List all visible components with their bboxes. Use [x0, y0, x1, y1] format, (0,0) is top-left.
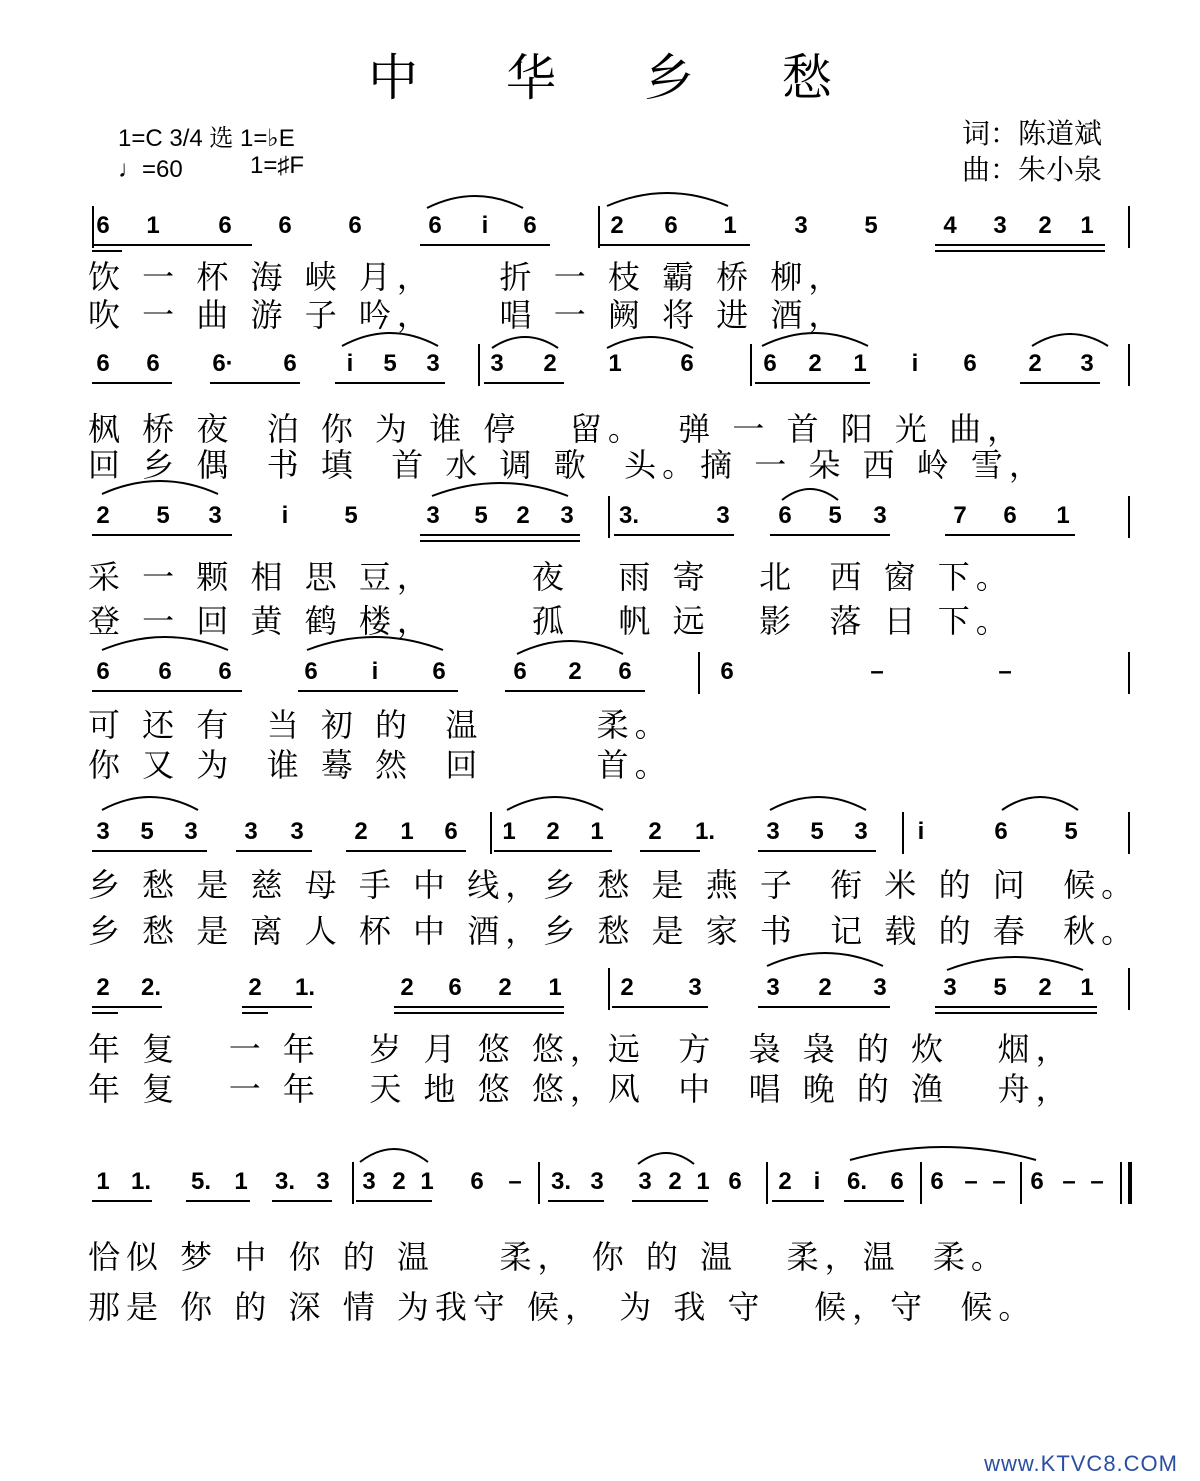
note: 6	[763, 350, 777, 377]
triplet-slur	[100, 790, 200, 812]
note: 3	[560, 502, 574, 529]
slur	[945, 950, 1085, 972]
note: 2	[498, 974, 512, 1001]
note: 3.	[618, 502, 639, 529]
tie	[848, 1140, 1038, 1162]
note: 6·	[212, 350, 234, 377]
note: –	[998, 658, 1012, 685]
note: 3	[993, 212, 1007, 239]
note: 2	[248, 974, 262, 1001]
triplet-slur	[765, 946, 885, 968]
beam	[772, 1200, 824, 1202]
lyric-line-7b: 那是 你 的 深 情 为我守 候， 为 我 守 候，守 候。	[88, 1288, 1037, 1326]
note: 6	[283, 350, 297, 377]
barline	[608, 968, 610, 1010]
note: 6	[963, 350, 977, 377]
note: 1	[502, 818, 516, 845]
note: 3	[638, 1168, 652, 1195]
beam	[935, 1012, 1097, 1014]
beam	[632, 1200, 708, 1202]
note: 4	[943, 212, 957, 239]
beam	[755, 382, 870, 384]
note: 6	[890, 1168, 904, 1195]
watermark-logo: www.KTVC8.COM	[984, 1451, 1178, 1476]
note: 6	[1003, 502, 1017, 529]
composer-credit: 曲：朱小泉	[962, 153, 1103, 186]
barline	[1128, 652, 1130, 694]
note: 2	[668, 1168, 682, 1195]
beam	[186, 1200, 250, 1202]
note: 6	[158, 658, 172, 685]
triplet-slur	[100, 630, 230, 652]
note: 5	[864, 212, 878, 239]
note: 5	[474, 502, 488, 529]
beam	[92, 534, 232, 536]
beam	[770, 534, 890, 536]
note: 2	[392, 1168, 406, 1195]
lyricist-credit: 词：陈道斌	[962, 117, 1103, 150]
note: 6.	[846, 1168, 867, 1195]
note: 1	[420, 1168, 434, 1195]
note: 3	[688, 974, 702, 1001]
note: 6	[720, 658, 734, 685]
note: –	[1062, 1168, 1076, 1195]
triplet-slur	[505, 790, 605, 812]
note: 3	[316, 1168, 330, 1195]
final-barline	[1128, 1162, 1132, 1204]
note: 1	[723, 212, 737, 239]
note: –	[964, 1168, 978, 1195]
barline	[478, 344, 480, 386]
note: 3	[716, 502, 730, 529]
triplet-slur	[760, 326, 870, 348]
note: 2	[354, 818, 368, 845]
lyric-line-6b: 年 复 一 年 天 地 悠 悠，风 中 唱 晚 的 渔 舟，	[88, 1070, 1074, 1108]
note: i	[813, 1168, 821, 1195]
note: 6	[523, 212, 537, 239]
note: 2	[546, 818, 560, 845]
note: 6	[728, 1168, 742, 1195]
note: 2	[96, 974, 110, 1001]
lyric-line-1b: 吹 一 曲 游 子 吟， 唱 一 阙 将 进 酒，	[88, 296, 847, 334]
note: 1	[400, 818, 414, 845]
note: 2	[648, 818, 662, 845]
beam	[272, 1200, 332, 1202]
beam	[242, 1012, 268, 1014]
note: 6	[618, 658, 632, 685]
note: i	[481, 212, 489, 239]
note: 1.	[694, 818, 715, 845]
note: 6	[1030, 1168, 1044, 1195]
barline	[766, 1162, 768, 1204]
note: 3	[490, 350, 504, 377]
beam	[758, 1006, 890, 1008]
beam	[298, 690, 458, 692]
note: 1	[96, 1168, 110, 1195]
beam	[356, 1200, 432, 1202]
lyric-line-3a: 采 一 颗 相 思 豆， 夜 雨 寄 北 西 窗 下。	[88, 558, 1014, 596]
beam	[92, 850, 207, 852]
note: 6	[930, 1168, 944, 1195]
beam	[92, 382, 172, 384]
note: 6	[664, 212, 678, 239]
note: 6	[778, 502, 792, 529]
beam	[346, 850, 466, 852]
note: 1	[234, 1168, 248, 1195]
note: 3.	[274, 1168, 295, 1195]
note: 6	[432, 658, 446, 685]
note: 1	[1080, 974, 1094, 1001]
beam	[420, 244, 550, 246]
note: –	[508, 1168, 522, 1195]
note: 1	[853, 350, 867, 377]
alternate-key: 1=♯F	[250, 152, 305, 179]
lyric-line-3b: 登 一 回 黄 鹤 楼， 孤 帆 远 影 落 日 下。	[88, 602, 1014, 640]
note: 1	[696, 1168, 710, 1195]
note: –	[870, 658, 884, 685]
beam	[394, 1012, 564, 1014]
note: 3	[426, 502, 440, 529]
note: i	[281, 502, 289, 529]
triplet-slur	[768, 790, 868, 812]
beam	[935, 1006, 1097, 1008]
barline	[698, 652, 700, 694]
barline	[538, 1162, 540, 1204]
note: 5	[828, 502, 842, 529]
note: 6	[444, 818, 458, 845]
slur	[430, 476, 570, 498]
note: 3	[873, 502, 887, 529]
note: 2	[1038, 212, 1052, 239]
note: 5	[993, 974, 1007, 1001]
beam	[92, 1006, 162, 1008]
beam	[844, 1200, 904, 1202]
beam	[210, 382, 300, 384]
note: 5.	[190, 1168, 211, 1195]
note: 2	[1038, 974, 1052, 1001]
note: 5	[1064, 818, 1078, 845]
note: 6	[304, 658, 318, 685]
note: 5	[383, 350, 397, 377]
beam	[548, 1200, 604, 1202]
beam	[484, 382, 564, 384]
note: 3	[426, 350, 440, 377]
lyric-line-5b: 乡 愁 是 离 人 杯 中 酒，乡 愁 是 家 书 记 载 的 春 秋。	[88, 912, 1140, 950]
beam	[420, 534, 580, 536]
beam	[600, 244, 750, 246]
note: 2	[96, 502, 110, 529]
barline	[902, 812, 904, 854]
note: 6	[96, 212, 110, 239]
lyric-line-1a: 饮 一 杯 海 峡 月， 折 一 枝 霸 桥 柳，	[88, 258, 847, 296]
note: 6	[994, 818, 1008, 845]
slur	[636, 1146, 696, 1166]
note: 1	[1056, 502, 1070, 529]
note: 2	[543, 350, 557, 377]
slur	[780, 482, 840, 502]
beam	[612, 1006, 708, 1008]
note: 6	[680, 350, 694, 377]
beam	[92, 690, 242, 692]
note: –	[992, 1168, 1006, 1195]
note: 3	[96, 818, 110, 845]
slur	[490, 330, 560, 350]
note: 2	[568, 658, 582, 685]
beam	[92, 1012, 118, 1014]
beam	[394, 1006, 564, 1008]
note: 3	[590, 1168, 604, 1195]
note: 1	[548, 974, 562, 1001]
beam	[242, 1006, 312, 1008]
lyric-line-4a: 可 还 有 当 初 的 温 柔。	[88, 706, 673, 744]
tempo-marking: ♩=60	[118, 156, 183, 183]
note: 1.	[294, 974, 315, 1001]
lyric-line-5a: 乡 愁 是 慈 母 手 中 线，乡 愁 是 燕 子 衔 米 的 问 候。	[88, 866, 1140, 904]
note: 3	[208, 502, 222, 529]
note: 2	[610, 212, 624, 239]
note: i	[917, 818, 925, 845]
note: 3	[290, 818, 304, 845]
note: 6	[218, 658, 232, 685]
note: 1.	[130, 1168, 151, 1195]
note: 3	[766, 818, 780, 845]
lyric-line-2a: 枫 桥 夜 泊 你 为 谁 停 留。 弹 一 首 阳 光 曲，	[88, 410, 1026, 448]
note: 2	[516, 502, 530, 529]
note: i	[371, 658, 379, 685]
barline	[1128, 968, 1130, 1010]
triplet-slur	[358, 1142, 430, 1164]
note: 3	[766, 974, 780, 1001]
note: 6	[348, 212, 362, 239]
barline	[1128, 812, 1130, 854]
note: 1	[590, 818, 604, 845]
slur	[605, 330, 695, 350]
note: 2	[808, 350, 822, 377]
slur	[1000, 790, 1080, 812]
beam	[945, 534, 1075, 536]
beam	[494, 850, 612, 852]
note: 5	[344, 502, 358, 529]
note: 3	[854, 818, 868, 845]
key-signature: 1=C 3/4 选 1=♭E	[118, 125, 295, 152]
note: 6	[96, 658, 110, 685]
note: 3	[794, 212, 808, 239]
barline	[608, 496, 610, 538]
barline	[1128, 496, 1130, 538]
note: 6	[428, 212, 442, 239]
note: 1	[146, 212, 160, 239]
note: 2.	[140, 974, 161, 1001]
note: 6	[448, 974, 462, 1001]
note: 5	[810, 818, 824, 845]
note: 3	[873, 974, 887, 1001]
barline	[1128, 344, 1130, 386]
beam	[505, 690, 645, 692]
note: i	[346, 350, 354, 377]
note: 3	[1080, 350, 1094, 377]
note: 5	[140, 818, 154, 845]
note: 2	[818, 974, 832, 1001]
lyric-line-4b: 你 又 为 谁 蓦 然 回 首。	[88, 746, 673, 784]
note: 6	[513, 658, 527, 685]
note: 6	[278, 212, 292, 239]
slur	[515, 634, 625, 656]
beam	[935, 250, 1105, 252]
barline	[1128, 206, 1130, 248]
note: 6	[470, 1168, 484, 1195]
note: 6	[146, 350, 160, 377]
beam	[640, 850, 700, 852]
beam	[935, 244, 1105, 246]
beam	[758, 850, 876, 852]
note: –	[1090, 1168, 1104, 1195]
note: 3	[943, 974, 957, 1001]
beam	[420, 540, 580, 542]
note: 3.	[550, 1168, 571, 1195]
note: 1	[608, 350, 622, 377]
note: 2	[1028, 350, 1042, 377]
triplet-slur	[100, 474, 220, 496]
note: i	[911, 350, 919, 377]
repeat-barline	[1120, 1162, 1122, 1204]
beam	[1020, 382, 1100, 384]
slur	[425, 190, 525, 210]
note: 1	[1080, 212, 1094, 239]
note: 5	[156, 502, 170, 529]
beam	[335, 382, 445, 384]
note: 6	[218, 212, 232, 239]
note: 2	[620, 974, 634, 1001]
lyric-line-7a: 恰似 梦 中 你 的 温 柔， 你 的 温 柔，温 柔。	[88, 1238, 1009, 1276]
beam	[236, 850, 312, 852]
note: 2	[400, 974, 414, 1001]
beam	[92, 244, 252, 246]
beam	[614, 534, 734, 536]
beam	[92, 1200, 152, 1202]
barline	[490, 812, 492, 854]
song-title: 中 华 乡 愁	[368, 49, 868, 107]
note: 3	[184, 818, 198, 845]
note: 7	[953, 502, 967, 529]
slur	[1030, 328, 1110, 348]
note: 6	[96, 350, 110, 377]
note: 2	[778, 1168, 792, 1195]
lyric-line-2b: 回 乡 偶 书 填 首 水 调 歌 头。摘 一 朵 西 岭 雪，	[88, 446, 1047, 484]
note: 3	[362, 1168, 376, 1195]
lyric-line-6a: 年 复 一 年 岁 月 悠 悠，远 方 袅 袅 的 炊 烟，	[88, 1030, 1074, 1068]
triplet-slur	[340, 326, 440, 348]
note: 3	[244, 818, 258, 845]
barline	[750, 344, 752, 386]
triplet-slur	[305, 630, 445, 652]
barline	[598, 206, 600, 248]
triplet-slur	[605, 186, 730, 208]
